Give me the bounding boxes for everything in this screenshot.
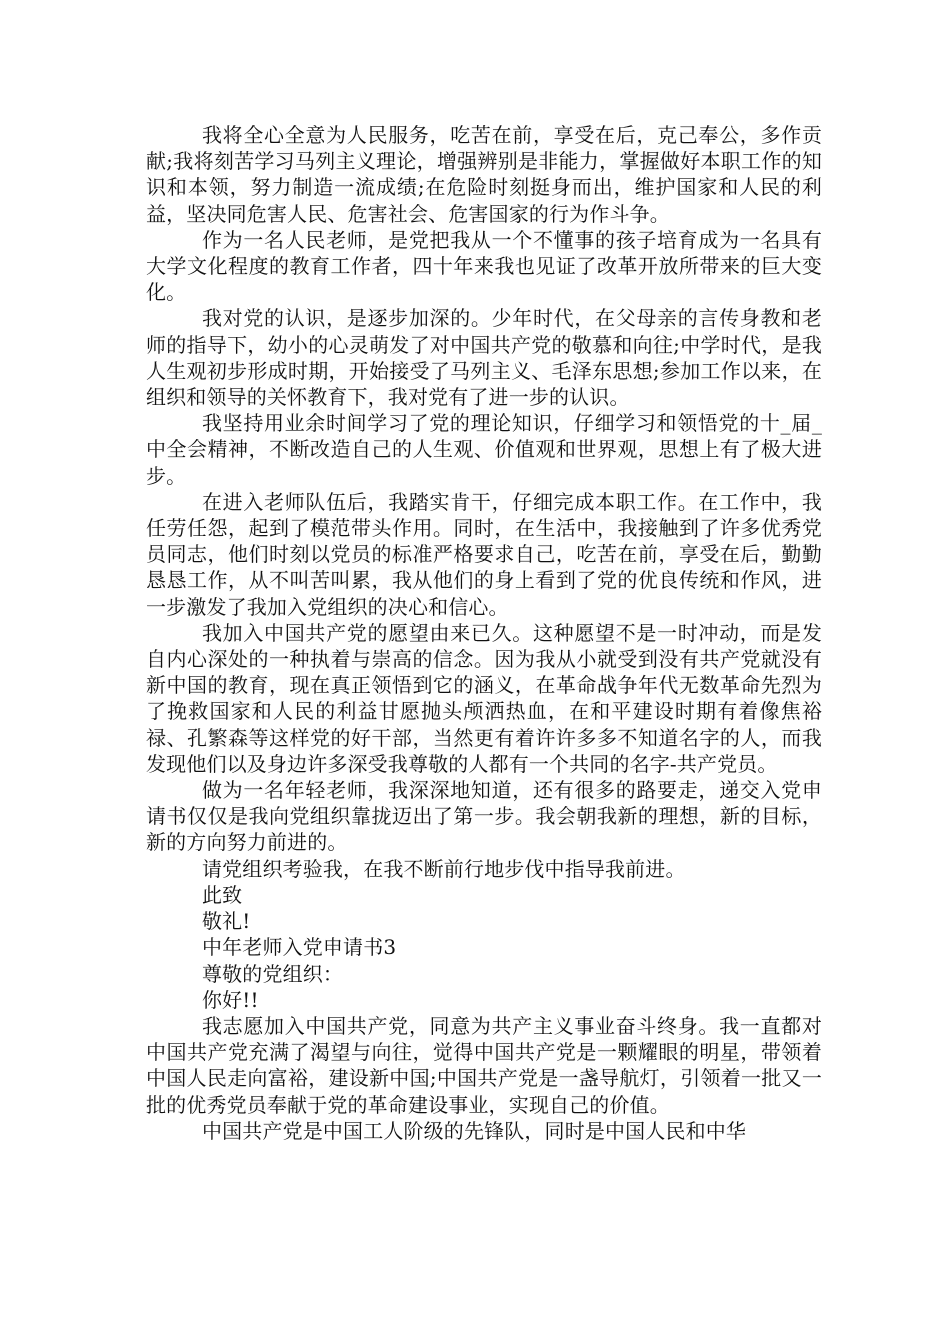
paragraph: 在进入老师队伍后，我踏实肯干，仔细完成本职工作。在工作中，我任劳任怨，起到了模范带头作用。同时，在生活中，我接触到了许多优秀党员同志，他们时刻以党员的标准严格要求自己，吃苦在前，享受在后，勤勤恳恳工作，从不叫苦叫累，我从他们的身上看到了党的优良传统和作风，进一步激发了我加入党组织的决心和信心。 [146,489,822,619]
closing-salutation: 此致 [202,882,243,907]
letter-hello: 你好!! [202,987,259,1012]
section-title: 中年老师入党申请书3 [202,935,397,960]
paragraph: 作为一名人民老师，是党把我从一个不懂事的孩子培育成为一名具有大学文化程度的教育工作者，四十年来我也见证了改革开放所带来的巨大变化。 [146,227,822,305]
paragraph: 中国共产党是中国工人阶级的先锋队，同时是中国人民和中华 [202,1118,747,1143]
paragraph: 做为一名年轻老师，我深深地知道，还有很多的路要走，递交入党申请书仅仅是我向党组织靠拢迈出了第一步。我会朝我新的理想，新的目标，新的方向努力前进的。 [146,778,822,855]
paragraph: 请党组织考验我，在我不断前行地步伐中指导我前进。 [202,856,686,881]
paragraph: 我志愿加入中国共产党，同意为共产主义事业奋斗终身。我一直都对中国共产党充满了渴望与向往，觉得中国共产党是一颗耀眼的明星，带领着中国人民走向富裕，建设新中国;中国共产党是一盏导航灯，引领着一批又一批的优秀党员奉献于党的革命建设事业，实现自己的价值。 [146,1013,822,1117]
paragraph: 我将全心全意为人民服务，吃苦在前，享受在后，克己奉公，多作贡献;我将刻苦学习马列主义理论，增强辨别是非能力，掌握做好本职工作的知识和本领，努力制造一流成绩;在危险时刻挺身而出，维护国家和人民的利益，坚决同危害人民、危害社会、危害国家的行为作斗争。 [146,123,822,226]
closing-regards: 敬礼! [202,909,251,934]
paragraph: 我坚持用业余时间学习了党的理论知识，仔细学习和领悟党的十_届_中全会精神，不断改造自己的人生观、价值观和世界观，思想上有了极大进步。 [146,411,822,488]
letter-greeting: 尊敬的党组织： [202,961,344,986]
paragraph: 我对党的认识，是逐步加深的。少年时代，在父母亲的言传身教和老师的指导下，幼小的心灵萌发了对中国共产党的敬慕和向往;中学时代，是我人生观初步形成时期，开始接受了马列主义、毛泽东思想;参加工作以来，在组织和领导的关怀教育下，我对党有了进一步的认识。 [146,306,822,410]
paragraph: 我加入中国共产党的愿望由来已久。这种愿望不是一时冲动，而是发自内心深处的一种执着与崇高的信念。因为我从小就受到没有共产党就没有新中国的教育，现在真正领悟到它的涵义，在革命战争年代无数革命先烈为了挽救国家和人民的利益甘愿抛头颅洒热血，在和平建设时期有着像焦裕禄、孔繁森等这样党的好干部，当然更有着许许多多不知道名字的人，而我发现他们以及身边许多深受我尊敬的人都有一个共同的名字-共产党员。 [146,620,822,776]
document-page [146,122,822,1144]
